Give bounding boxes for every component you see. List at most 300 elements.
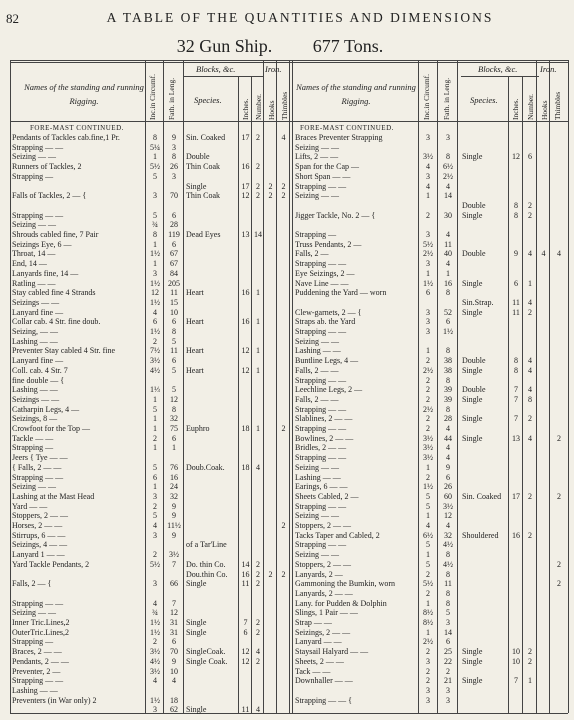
circumference: 3 bbox=[153, 705, 157, 715]
length: 30 bbox=[444, 210, 452, 220]
header-circumf-right: Inc.in Circumf. bbox=[422, 73, 431, 120]
circumference: 2 bbox=[426, 666, 430, 676]
block-species: Single Coak. bbox=[186, 656, 228, 666]
item-name: Lany. for Pudden & Dolphin bbox=[295, 598, 387, 608]
circumference: 1½ bbox=[423, 482, 433, 492]
header-names-right: Names of the standing and running Rigging. bbox=[296, 82, 416, 106]
block-inches: 11 bbox=[512, 297, 520, 307]
circumference: 1½ bbox=[423, 278, 433, 288]
item-name: Strapping — — bbox=[295, 501, 347, 511]
section-label-right: FORE-MAST CONTINUED. bbox=[300, 124, 394, 132]
circumference: 3½ bbox=[423, 453, 433, 463]
block-inches: 17 bbox=[512, 491, 520, 501]
circumference: 4 bbox=[153, 676, 157, 686]
length: 8 bbox=[446, 375, 450, 385]
header-iron-left: Iron. bbox=[265, 64, 282, 74]
length: 4 bbox=[446, 259, 450, 269]
item-name: Gammoning the Bumkin, worn bbox=[295, 579, 395, 589]
circumference: 6 bbox=[426, 288, 430, 298]
length: 26 bbox=[444, 482, 452, 492]
block-number: 2 bbox=[528, 200, 532, 210]
block-number: 2 bbox=[256, 627, 260, 637]
header-iron-right: Iron. bbox=[540, 64, 557, 74]
item-name: Strapping — — bbox=[295, 424, 347, 433]
length: 39 bbox=[444, 394, 452, 404]
block-inches: 17 bbox=[241, 133, 250, 142]
header-length-right: Fath. in Leng. bbox=[442, 77, 451, 120]
header-inches-left: Inches. bbox=[241, 98, 250, 120]
length: 32 bbox=[170, 414, 178, 424]
circumference: 3½ bbox=[150, 666, 160, 676]
block-species: Single bbox=[462, 365, 483, 375]
circumference: 7½ bbox=[150, 346, 160, 356]
block-inches: 12 bbox=[241, 346, 250, 356]
circumference: 3 bbox=[426, 259, 430, 269]
item-name: Seizings — — bbox=[12, 297, 60, 307]
block-inches: 8 bbox=[514, 200, 518, 210]
block-inches: 8 bbox=[514, 210, 518, 220]
circumference: 4 bbox=[426, 162, 430, 172]
item-name: Braces Preventer Strapping bbox=[295, 133, 383, 142]
item-name: Seizing — — bbox=[12, 608, 56, 618]
circumference: 6 bbox=[153, 472, 157, 482]
length: 8 bbox=[446, 550, 450, 560]
block-species: Single bbox=[462, 414, 483, 424]
circumference: 5 bbox=[426, 491, 430, 501]
length: 14 bbox=[444, 191, 452, 201]
item-name: Lashing at the Mast Head bbox=[12, 491, 95, 501]
circumference: 8 bbox=[153, 133, 157, 142]
block-species: Single bbox=[462, 394, 483, 404]
block-species: Sin.Strap. bbox=[462, 297, 494, 307]
length: 2½ bbox=[443, 171, 453, 181]
circumference: 2 bbox=[426, 472, 430, 482]
length: 22 bbox=[444, 656, 452, 666]
circumference: 3 bbox=[426, 685, 430, 695]
block-inches: 12 bbox=[241, 656, 250, 666]
block-inches: 12 bbox=[512, 152, 520, 162]
length: 5 bbox=[172, 365, 176, 375]
length: 4 bbox=[446, 521, 450, 530]
item-name: Lanyards, 2 — bbox=[295, 569, 343, 579]
item-name: Lashing — — bbox=[295, 346, 341, 356]
length: 11 bbox=[444, 239, 452, 249]
iron-thimbles: 4 bbox=[281, 133, 286, 142]
length: 26 bbox=[170, 162, 178, 172]
block-number: 4 bbox=[528, 249, 532, 259]
length: 2 bbox=[446, 666, 450, 676]
circumference: 5½ bbox=[423, 239, 433, 249]
block-inches: 16 bbox=[241, 317, 250, 327]
length: 10 bbox=[170, 307, 178, 317]
circumference: 5 bbox=[153, 511, 157, 521]
block-inches: 11 bbox=[241, 705, 250, 715]
block-inches: 6 bbox=[514, 278, 518, 288]
length: 25 bbox=[444, 647, 452, 657]
item-name: Span for the Cap — bbox=[295, 162, 359, 172]
item-name: Tacks Taper and Cabled, 2 bbox=[295, 530, 380, 540]
length: 11 bbox=[444, 579, 452, 589]
length: 1 bbox=[446, 268, 450, 278]
length: 8 bbox=[446, 598, 450, 608]
length: 31 bbox=[170, 618, 178, 627]
block-number: 2 bbox=[256, 191, 260, 201]
circumference: 2½ bbox=[423, 249, 433, 259]
item-name: Ratling — — bbox=[12, 278, 56, 288]
circumference: 4 bbox=[153, 598, 157, 608]
circumference: 1½ bbox=[150, 627, 160, 637]
length: 6 bbox=[172, 433, 176, 443]
length: 31 bbox=[170, 627, 178, 637]
header-number-left: Number. bbox=[254, 93, 263, 120]
circumference: 12 bbox=[151, 288, 159, 298]
length: 3 bbox=[172, 171, 176, 181]
circumference: 1 bbox=[153, 414, 157, 424]
circumference: 3½ bbox=[150, 647, 160, 657]
item-name: Lanyard fine — bbox=[12, 356, 64, 366]
circumference: 2 bbox=[153, 501, 157, 511]
item-name: Tackle — — bbox=[12, 433, 54, 443]
circumference: ¾ bbox=[152, 220, 158, 230]
block-number: 4 bbox=[528, 356, 532, 366]
header-blocks-left: Blocks, &c. bbox=[196, 64, 236, 74]
block-number: 2 bbox=[256, 579, 260, 589]
iron-thimbles: 2 bbox=[281, 424, 286, 433]
block-inches: 9 bbox=[514, 249, 518, 259]
item-name: Leechline Legs, 2 — bbox=[295, 385, 363, 395]
circumference: 2 bbox=[426, 424, 430, 433]
length: 16 bbox=[170, 472, 178, 482]
item-name: Yard Tackle Pendants, 2 bbox=[12, 559, 90, 569]
item-name: Seizings Eye, 6 — bbox=[12, 239, 72, 249]
circumference: 1 bbox=[153, 239, 157, 249]
item-name: Short Span — — bbox=[295, 171, 351, 181]
item-name: Throat, 14 — bbox=[12, 249, 56, 259]
block-inches: 8 bbox=[514, 356, 518, 366]
item-name: Strapping — — bbox=[295, 259, 347, 269]
block-inches: 7 bbox=[514, 676, 518, 686]
length: 12 bbox=[444, 511, 452, 521]
header-species-right: Species. bbox=[470, 95, 498, 105]
block-species: Heart bbox=[186, 346, 204, 356]
block-species: Double bbox=[462, 356, 486, 366]
length: 70 bbox=[170, 647, 178, 657]
header-inches-right: Inches. bbox=[511, 98, 520, 120]
length: 8 bbox=[446, 588, 450, 598]
item-name: Coll. cab. 4 Str. 7 bbox=[12, 365, 68, 375]
item-name: Puddening the Yard — worn bbox=[295, 288, 387, 298]
circumference: 2 bbox=[426, 394, 430, 404]
block-inches: 11 bbox=[512, 307, 520, 317]
circumference: 5½ bbox=[150, 559, 160, 569]
block-number: 2 bbox=[528, 647, 532, 657]
circumference: 3 bbox=[426, 656, 430, 666]
iron-hooks: 2 bbox=[268, 191, 273, 201]
block-inches: 13 bbox=[512, 433, 520, 443]
block-species: Sin. Coaked bbox=[462, 491, 502, 501]
circumference: 3½ bbox=[423, 152, 433, 162]
circumference: 5½ bbox=[150, 162, 160, 172]
length: 4 bbox=[446, 453, 450, 463]
length: 4 bbox=[446, 181, 450, 191]
item-name: Strapping — — bbox=[12, 676, 64, 686]
circumference: 3 bbox=[426, 695, 430, 705]
item-name: Stoppers, 2 — — bbox=[295, 559, 351, 569]
length: 6 bbox=[172, 356, 176, 366]
page-number: 82 bbox=[6, 11, 19, 26]
block-species: Double bbox=[462, 200, 486, 210]
length: 8 bbox=[446, 288, 450, 298]
block-number: 4 bbox=[528, 385, 532, 395]
item-name: Seizings, 2 — — bbox=[295, 627, 351, 637]
item-name: fine double — { bbox=[12, 375, 65, 385]
circumference: 4 bbox=[153, 521, 157, 530]
length: 9 bbox=[172, 501, 176, 511]
block-inches: 7 bbox=[514, 385, 518, 395]
item-name: Lanyards fine, 14 — bbox=[12, 268, 79, 278]
block-inches: 18 bbox=[241, 462, 250, 472]
circumference: 1 bbox=[153, 443, 157, 453]
item-name: Falls, 2 — — bbox=[295, 365, 339, 375]
length: 6 bbox=[446, 637, 450, 647]
circumference: 2 bbox=[153, 550, 157, 560]
block-number: 4 bbox=[528, 365, 532, 375]
block-species: Doub.Coak. bbox=[186, 462, 225, 472]
length: 75 bbox=[170, 424, 178, 433]
circumference: 5 bbox=[426, 501, 430, 511]
length: 67 bbox=[170, 259, 178, 269]
length: 24 bbox=[170, 482, 178, 492]
item-name: Lanyard — — bbox=[295, 637, 342, 647]
header-thimbles-left: Thimbles bbox=[280, 91, 289, 120]
item-name: Seizing — — bbox=[12, 152, 56, 162]
length: 76 bbox=[170, 462, 178, 472]
item-name: Lashing — — bbox=[12, 685, 58, 695]
length: 8 bbox=[172, 404, 176, 414]
length: 52 bbox=[444, 307, 452, 317]
iron-hooks: 2 bbox=[268, 181, 273, 191]
item-name: Strapping — — bbox=[12, 210, 64, 220]
length: 11 bbox=[170, 346, 178, 356]
item-name: Catharpin Legs, 4 — bbox=[12, 404, 80, 414]
block-inches: 18 bbox=[241, 424, 250, 433]
length: 205 bbox=[168, 278, 180, 288]
block-number: 2 bbox=[528, 210, 532, 220]
circumference: 2 bbox=[426, 414, 430, 424]
block-inches: 7 bbox=[514, 414, 518, 424]
item-name: Eye Seizings, 2 — bbox=[295, 268, 355, 278]
block-species: Single bbox=[462, 676, 483, 686]
item-name: Staysail Halyard — — bbox=[295, 647, 369, 657]
item-name: Buntline Legs, 4 — bbox=[295, 356, 359, 366]
length: 8 bbox=[446, 152, 450, 162]
item-name: Strapping — bbox=[295, 230, 337, 239]
iron-hooks: 2 bbox=[268, 569, 273, 579]
block-species: Double bbox=[462, 249, 486, 259]
item-name: Falls, 2 — bbox=[295, 249, 329, 259]
block-number: 14 bbox=[254, 230, 262, 239]
length: 38 bbox=[444, 365, 452, 375]
circumference: 1½ bbox=[150, 278, 160, 288]
item-name: Seizing — — bbox=[295, 462, 339, 472]
item-name: Stay cabled fine 4 Strands bbox=[12, 288, 96, 298]
circumference: 2 bbox=[426, 569, 430, 579]
item-name: Pendants of Tackles cab.fine,1 Pr. bbox=[12, 133, 120, 142]
iron-thimbles: 2 bbox=[281, 521, 286, 530]
item-name: Strapping — — bbox=[12, 142, 64, 152]
item-name: Jeers { Tye — — bbox=[12, 453, 68, 463]
block-species: Thin Coak bbox=[186, 162, 220, 172]
length: 3 bbox=[172, 142, 176, 152]
length: 8 bbox=[172, 152, 176, 162]
circumference: 2 bbox=[426, 210, 430, 220]
circumference: 1 bbox=[426, 268, 430, 278]
circumference: 2 bbox=[426, 385, 430, 395]
circumference: 2½ bbox=[423, 404, 433, 414]
item-name: Strapping — — bbox=[295, 181, 347, 191]
length: 9 bbox=[446, 462, 450, 472]
block-number: 1 bbox=[528, 278, 532, 288]
block-species: Dead Eyes bbox=[186, 230, 221, 239]
item-name: Tack — — bbox=[295, 666, 331, 676]
block-species: Single bbox=[462, 278, 483, 288]
block-number: 2 bbox=[528, 491, 532, 501]
header-thimbles-right: Thimbles bbox=[553, 91, 562, 120]
length: 4½ bbox=[443, 559, 453, 569]
iron-hooks: 4 bbox=[541, 249, 546, 259]
circumference: 2 bbox=[426, 375, 430, 385]
block-species: Single bbox=[186, 705, 207, 715]
circumference: 1 bbox=[426, 550, 430, 560]
length: 1 bbox=[172, 443, 176, 453]
length: 21 bbox=[444, 676, 452, 686]
header-species-left: Species. bbox=[194, 95, 222, 105]
circumference: 1 bbox=[153, 482, 157, 492]
block-species: Single bbox=[186, 579, 207, 589]
circumference: 5 bbox=[426, 540, 430, 550]
item-name: Sheets Cabled, 2 — bbox=[295, 491, 359, 501]
block-number: 1 bbox=[256, 346, 260, 356]
item-name: OuterTric.Lines,2 bbox=[12, 627, 70, 637]
block-species: Euphro bbox=[186, 424, 210, 433]
blocks-sub-rule-right bbox=[461, 76, 539, 77]
item-name: Strapping — — bbox=[295, 375, 347, 385]
block-inches: 16 bbox=[512, 530, 520, 540]
circumference: 4½ bbox=[150, 365, 160, 375]
circumference: 5 bbox=[153, 210, 157, 220]
length: 4 bbox=[446, 443, 450, 453]
item-name: Pendants, 2 — — bbox=[12, 656, 69, 666]
circumference: 6½ bbox=[423, 530, 433, 540]
item-name: Clew-garnets, 2 — { bbox=[295, 307, 362, 317]
circumference: 1 bbox=[153, 394, 157, 404]
circumference: 1 bbox=[426, 346, 430, 356]
block-species: Single bbox=[462, 647, 483, 657]
block-inches: 12 bbox=[241, 191, 250, 201]
block-inches: 7 bbox=[514, 394, 518, 404]
circumference: 3 bbox=[426, 133, 430, 142]
circumference: 3 bbox=[153, 530, 157, 540]
block-inches: 16 bbox=[241, 288, 250, 298]
item-name: Slablines, 2 — — bbox=[295, 414, 353, 424]
block-number: 4 bbox=[528, 297, 532, 307]
circumference: 5½ bbox=[423, 579, 433, 589]
item-name: Seizing — — bbox=[12, 220, 56, 230]
length: 6½ bbox=[443, 162, 453, 172]
block-species: Heart bbox=[186, 365, 204, 375]
circumference: 3 bbox=[153, 268, 157, 278]
circumference: 3 bbox=[426, 327, 430, 336]
item-name: Falls, 2 — — bbox=[295, 394, 339, 404]
length: 14 bbox=[444, 627, 452, 637]
item-name: Preventer Stay cabled 4 Str. fine bbox=[12, 346, 116, 356]
circumference: 1½ bbox=[150, 695, 160, 705]
item-name: Earings, 6 — — bbox=[295, 482, 348, 492]
block-species: Single bbox=[462, 210, 483, 220]
circumference: 1⅓ bbox=[150, 385, 160, 395]
length: 5 bbox=[446, 608, 450, 618]
item-name: Strapping — — bbox=[12, 598, 64, 608]
length: 38 bbox=[444, 356, 452, 366]
item-name: Strap — — bbox=[295, 618, 332, 627]
item-name: Strapping — — bbox=[295, 453, 347, 463]
item-name: Seizing — — bbox=[12, 482, 56, 492]
item-name: Lanyard 1 — — bbox=[12, 550, 65, 560]
page-title: A TABLE OF THE QUANTITIES AND DIMENSIONS bbox=[106, 10, 494, 25]
block-inches: 10 bbox=[512, 656, 520, 666]
block-number: 4 bbox=[256, 462, 260, 472]
block-number: 1 bbox=[256, 365, 260, 375]
circumference: 4 bbox=[426, 181, 430, 191]
item-name: Falls, 2 — { bbox=[12, 579, 52, 589]
circumference: 1 bbox=[426, 627, 430, 637]
length: 11 bbox=[170, 288, 178, 298]
length: 6 bbox=[446, 472, 450, 482]
circumference: 2 bbox=[153, 433, 157, 443]
block-number: 2 bbox=[256, 559, 260, 569]
item-name: Seizing — — bbox=[295, 511, 339, 521]
block-species: Dou.thin Co. bbox=[186, 569, 228, 579]
item-name: Lanyards, 2 — — bbox=[295, 588, 353, 598]
ship-class: 32 Gun Ship. bbox=[176, 36, 273, 56]
block-number: 8 bbox=[528, 394, 532, 404]
length: 12 bbox=[170, 394, 178, 404]
iron-thimbles: 2 bbox=[281, 569, 286, 579]
length: 8 bbox=[446, 569, 450, 579]
block-inches: 11 bbox=[241, 579, 250, 589]
item-name: Jigger Tackle, No. 2 — { bbox=[295, 210, 376, 220]
item-name: Seizings — — bbox=[12, 394, 60, 404]
block-species: Single bbox=[462, 152, 483, 162]
block-number: 2 bbox=[256, 162, 260, 172]
iron-thimbles: 2 bbox=[557, 491, 561, 501]
length: 3 bbox=[446, 685, 450, 695]
length: 70 bbox=[170, 191, 178, 201]
length: 7 bbox=[172, 559, 176, 569]
header-blocks-right: Blocks, &c. bbox=[478, 64, 518, 74]
item-name: Truss Pendants, 2 — bbox=[295, 239, 362, 249]
length: 28 bbox=[170, 220, 178, 230]
item-name: Lashing — — bbox=[295, 472, 341, 482]
block-species: Heart bbox=[186, 317, 204, 327]
circumference: ¾ bbox=[152, 608, 158, 618]
table-row bbox=[0, 704, 574, 715]
length: 67 bbox=[170, 249, 178, 259]
section-label-left: FORE-MAST CONTINUED. bbox=[30, 124, 124, 132]
circumference: 6 bbox=[153, 317, 157, 327]
item-name: Preventers (in War only) 2 bbox=[12, 695, 97, 705]
header-hooks-left: Hooks bbox=[267, 100, 276, 120]
